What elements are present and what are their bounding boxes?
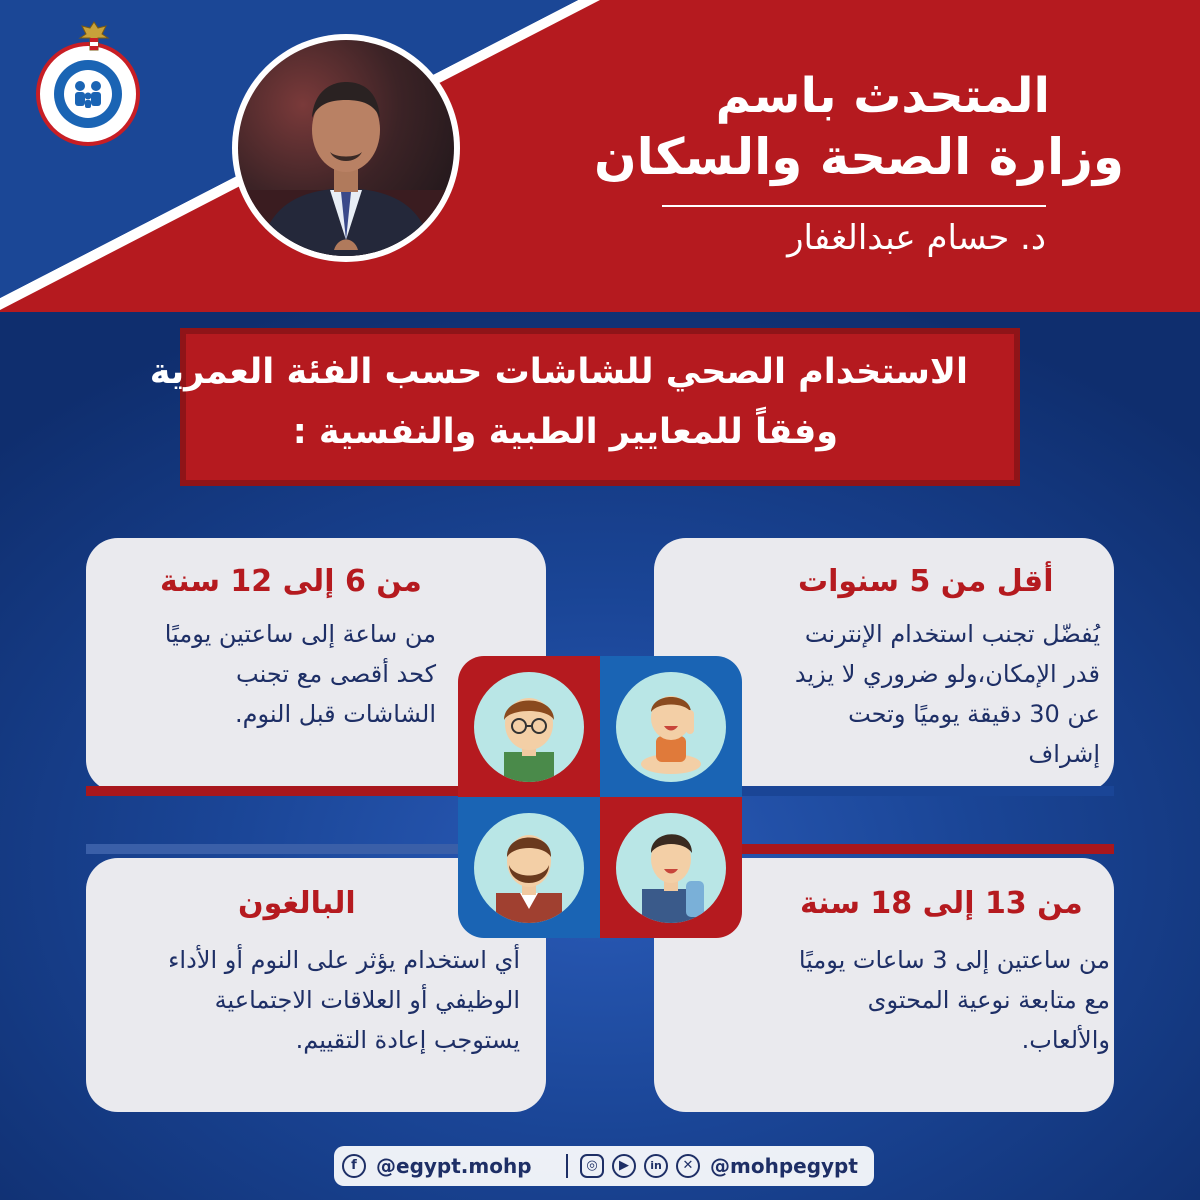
ministry-logo-icon <box>40 46 136 142</box>
grid-quadrant-teen <box>600 797 742 938</box>
card-age-6-12-line: كحد أقصى مع تجنب <box>236 660 436 688</box>
school-kid-avatar <box>474 672 584 782</box>
grid-quadrant-school-kid <box>458 656 600 797</box>
card-adults-line: أي استخدام يؤثر على النوم أو الأداء <box>168 946 520 974</box>
strip-bottom-right <box>742 844 1114 854</box>
grid-quadrant-adult <box>458 797 600 938</box>
card-age-6-12-line: من ساعة إلى ساعتين يوميًا <box>164 620 436 648</box>
facebook-icon[interactable]: f <box>342 1154 366 1178</box>
strip-top-left <box>86 786 460 796</box>
grid-quadrant-toddler <box>600 656 742 797</box>
teen-backpack-icon <box>616 813 726 923</box>
speaker-avatar-icon <box>238 40 454 256</box>
social-footer <box>334 1146 874 1186</box>
linkedin-icon[interactable]: in <box>644 1154 668 1178</box>
facebook-handle[interactable]: @egypt.mohp <box>376 1154 532 1178</box>
speaker-name: د. حسام عبدالغفار <box>787 218 1046 258</box>
boy-glasses-icon <box>474 672 584 782</box>
card-adults-line: يستوجب إعادة التقييم. <box>295 1026 520 1054</box>
speaker-photo <box>238 40 454 256</box>
card-age-6-12-body <box>110 614 436 734</box>
bearded-man-icon <box>474 813 584 923</box>
social-handle[interactable]: @mohpegypt <box>710 1154 858 1178</box>
speaker-portrait <box>232 34 460 262</box>
age-group-grid <box>458 656 742 938</box>
card-age-13-18-title: من 13 إلى 18 سنة <box>800 886 1083 921</box>
card-adults-line: الوظيفي أو العلاقات الاجتماعية <box>214 986 520 1014</box>
card-under-5-line: قدر الإمكان،ولو ضروري لا يزيد <box>794 660 1100 688</box>
adult-avatar <box>474 813 584 923</box>
card-age-13-18-line: والألعاب. <box>1021 1026 1110 1054</box>
card-under-5-body <box>752 614 1100 774</box>
header-title-line2: وزارة الصحة والسكان <box>593 128 1124 186</box>
card-under-5-line: يُفضّل تجنب استخدام الإنترنت <box>804 620 1100 648</box>
strip-bottom-left <box>86 844 460 854</box>
teen-avatar <box>616 813 726 923</box>
egypt-eagle-icon <box>76 20 112 54</box>
footer-separator <box>566 1154 568 1178</box>
banner-line1: الاستخدام الصحي للشاشات حسب الفئة العمرية <box>149 352 968 392</box>
toddler-icon <box>616 672 726 782</box>
card-age-13-18-line: من ساعتين إلى 3 ساعات يوميًا <box>798 946 1110 974</box>
strip-top-right <box>742 786 1114 796</box>
card-adults-body <box>100 940 520 1060</box>
card-age-6-12-line: الشاشات قبل النوم. <box>235 700 436 728</box>
card-age-13-18-body <box>730 940 1110 1060</box>
instagram-icon[interactable]: ◎ <box>580 1154 604 1178</box>
card-under-5-line: عن 30 دقيقة يوميًا وتحت <box>848 700 1100 728</box>
header-title-line1: المتحدث باسم <box>715 68 1050 124</box>
toddler-avatar <box>616 672 726 782</box>
header-divider <box>662 205 1046 207</box>
card-under-5-title: أقل من 5 سنوات <box>798 564 1054 599</box>
card-age-13-18-line: مع متابعة نوعية المحتوى <box>867 986 1110 1014</box>
card-adults-title: البالغون <box>238 886 356 921</box>
youtube-icon[interactable]: ▶ <box>612 1154 636 1178</box>
card-under-5-line: إشراف <box>1028 740 1100 768</box>
card-age-6-12-title: من 6 إلى 12 سنة <box>160 564 422 599</box>
banner-line2: وفقاً للمعايير الطبية والنفسية : <box>292 412 838 452</box>
ministry-logo <box>36 42 140 146</box>
x-icon[interactable]: ✕ <box>676 1154 700 1178</box>
